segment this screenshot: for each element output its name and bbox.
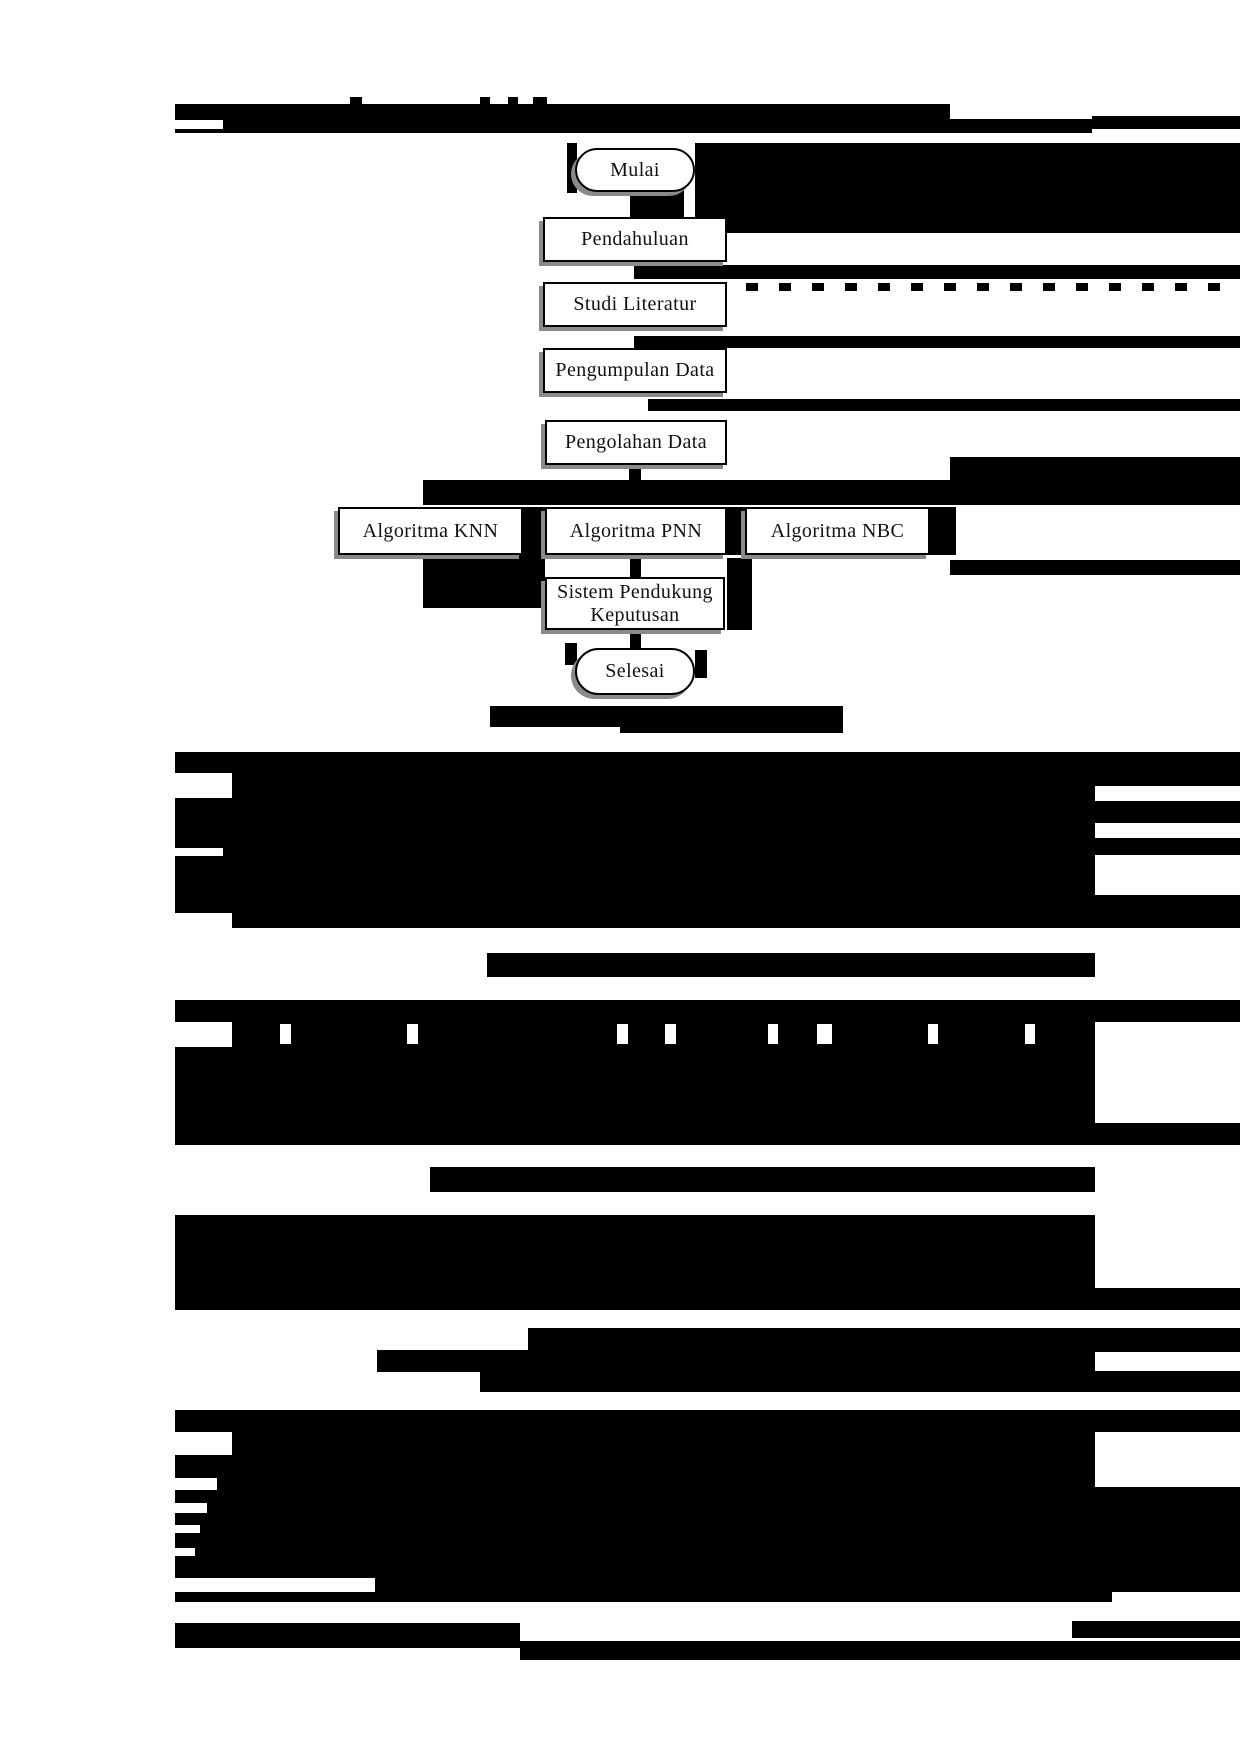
paragraph-indent-gap	[175, 913, 232, 928]
word-gap	[407, 1024, 418, 1044]
redacted-text-line	[634, 336, 1240, 348]
redacted-text-line	[1095, 895, 1240, 928]
redacted-figure-caption	[490, 706, 843, 727]
redacted-flow-branch-band	[423, 480, 950, 505]
flowchart-node-mulai: Mulai	[575, 148, 695, 192]
paragraph-indent-gap	[175, 773, 232, 798]
word-gap	[617, 1024, 628, 1044]
redacted-text-line	[175, 1623, 520, 1648]
flowchart-node-pendahuluan: Pendahuluan	[543, 217, 727, 262]
flowchart-node-algoritma-nbc: Algoritma NBC	[745, 507, 930, 555]
word-gap	[768, 1024, 778, 1044]
redacted-figure-background	[727, 558, 752, 630]
redacted-figure-background	[565, 643, 577, 665]
redacted-text-line	[1095, 838, 1240, 855]
redacted-dashed-line	[713, 283, 1240, 291]
redacted-text-line	[648, 399, 1240, 411]
redacted-text-line	[1095, 1410, 1240, 1432]
redacted-heading-bar	[1092, 116, 1240, 129]
redacted-figure-background	[423, 555, 545, 608]
redacted-text-line	[1095, 1288, 1240, 1310]
redacted-text-line	[520, 1641, 1240, 1660]
flowchart-node-studi-literatur: Studi Literatur	[543, 282, 727, 327]
redacted-figure-background	[930, 507, 956, 555]
flowchart-node-algoritma-pnn: Algoritma PNN	[545, 507, 727, 555]
redacted-paragraph	[175, 1410, 1095, 1592]
flowchart-node-selesai: Selesai	[575, 648, 695, 695]
redacted-text-line	[1095, 1123, 1240, 1145]
redacted-figure-background	[950, 457, 1240, 505]
redacted-paragraph	[175, 752, 1095, 928]
paragraph-indent-gap	[175, 1503, 207, 1513]
word-gap	[928, 1024, 938, 1044]
redacted-heading-bar	[175, 104, 950, 133]
redacted-figure-background	[727, 507, 747, 555]
redacted-text-line	[1072, 1621, 1240, 1638]
redacted-text-line	[1095, 801, 1240, 823]
word-gap	[1025, 1024, 1035, 1044]
redacted-figure-caption	[620, 725, 843, 733]
redacted-flow-connector	[630, 556, 641, 578]
redacted-rule-line	[175, 1592, 1112, 1602]
redacted-heading-bar	[950, 119, 1092, 133]
flowchart-node-pengolahan-data: Pengolahan Data	[545, 420, 727, 465]
redacted-text-line	[634, 265, 1240, 279]
paragraph-indent-gap	[175, 1548, 195, 1556]
paragraph-indent-gap	[175, 1478, 217, 1490]
redacted-figure-background	[523, 507, 547, 555]
redacted-paragraph	[175, 1215, 1095, 1310]
word-gap	[280, 1024, 291, 1044]
heading-gap	[175, 120, 223, 129]
flowchart-node-sistem-pendukung-keputusan: Sistem Pendukung Keputusan	[545, 577, 725, 630]
redacted-text-line	[950, 560, 1240, 575]
paragraph-indent-gap	[175, 1432, 232, 1455]
redacted-flow-connector	[630, 630, 641, 649]
redacted-figure-background	[695, 650, 707, 678]
redacted-text-line	[1095, 1000, 1240, 1022]
redacted-figure-background	[695, 143, 1240, 233]
redacted-subheading	[487, 953, 1095, 977]
word-gap	[817, 1024, 832, 1044]
redacted-text-line	[1095, 752, 1240, 786]
redacted-flow-connector	[629, 465, 641, 481]
redacted-caption	[430, 1167, 1095, 1192]
redacted-caption	[480, 1371, 1240, 1392]
redacted-caption	[377, 1350, 1095, 1372]
redacted-flow-connector	[630, 190, 684, 219]
paragraph-end-gap	[175, 1578, 375, 1592]
word-gap	[665, 1024, 676, 1044]
flowchart-node-algoritma-knn: Algoritma KNN	[338, 507, 523, 555]
paragraph-indent-gap	[175, 1525, 200, 1533]
redacted-caption	[528, 1328, 1240, 1352]
flowchart-node-pengumpulan-data: Pengumpulan Data	[543, 348, 727, 393]
redacted-paragraph	[175, 1000, 1095, 1145]
paragraph-indent-gap	[175, 1022, 232, 1047]
redacted-text-block	[1095, 1487, 1240, 1592]
paragraph-indent-gap	[175, 848, 223, 856]
